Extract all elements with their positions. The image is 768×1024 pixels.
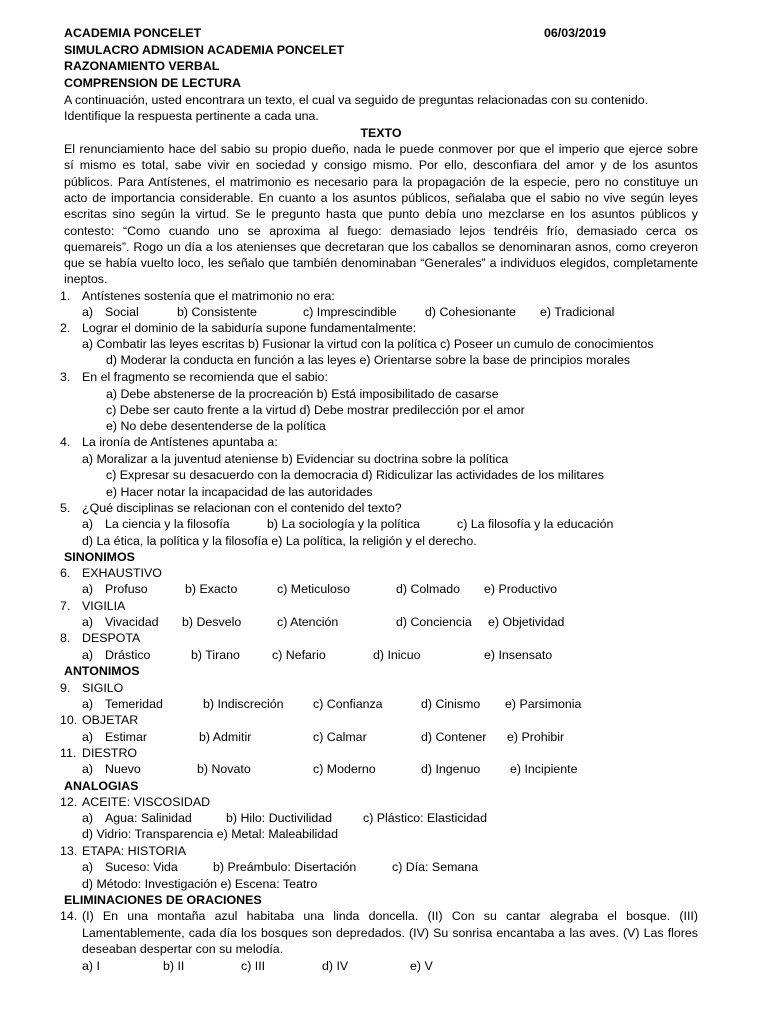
answer-option: Estimar bbox=[105, 730, 147, 744]
exam-date: 06/03/2019 bbox=[544, 26, 607, 40]
answer-option: Drástico bbox=[105, 648, 151, 662]
option-label: a) bbox=[82, 582, 94, 596]
answer-option: e) Productivo bbox=[484, 582, 558, 596]
passage-line: que se había vuelto loco, les señalo que también denominaban “Generales” a individuos elegidos, completamente bbox=[64, 256, 698, 270]
question-text: ACEITE: VISCOSIDAD bbox=[82, 795, 211, 809]
question-text: ETAPA: HISTORIA bbox=[82, 844, 186, 858]
passage-line: escritas sino según la virtud. Se le pregunto hasta que punto debía uno mezclarse en los asuntos públicos y bbox=[64, 207, 698, 221]
answer-options-line: c) Debe ser cauto frente a la virtud d) Debe mostrar predilección por el amor bbox=[106, 403, 525, 417]
answer-option: c) Confianza bbox=[313, 697, 383, 711]
question-text: La ironía de Antístenes apuntaba a: bbox=[82, 435, 278, 449]
question-number: 7. bbox=[60, 599, 71, 613]
answer-option: b) Preámbulo: Disertación bbox=[213, 860, 357, 874]
answer-option: e) Tradicional bbox=[540, 305, 615, 319]
answer-option: c) Calmar bbox=[313, 730, 367, 744]
answer-option: Profuso bbox=[105, 582, 148, 596]
passage-line: sí mismo es total, sabe vivir en sociedad y consigo mismo. Por ello, desconfiara del amor y de los asuntos bbox=[64, 158, 698, 172]
answer-option: b) II bbox=[163, 959, 185, 973]
answer-option: Nuevo bbox=[105, 762, 141, 776]
question-text: ¿Qué disciplinas se relacionan con el contenido del texto? bbox=[82, 501, 402, 515]
section-heading: ANTONIMOS bbox=[64, 664, 140, 678]
question-text: Lograr el dominio de la sabiduría supone fundamentalmente: bbox=[82, 321, 417, 335]
option-label: a) bbox=[82, 517, 94, 531]
answer-option: d) Cinismo bbox=[421, 697, 481, 711]
answer-option: b) Consistente bbox=[177, 305, 257, 319]
answer-option: b) Tirano bbox=[191, 648, 240, 662]
question-number: 6. bbox=[60, 566, 71, 580]
answer-option: e) Prohibir bbox=[507, 730, 565, 744]
answer-option: b) Indiscreción bbox=[203, 697, 284, 711]
question-text: OBJETAR bbox=[82, 713, 139, 727]
academy-name: ACADEMIA PONCELET bbox=[64, 26, 202, 40]
instructions-line: Identifique la respuesta pertinente a cada una. bbox=[64, 109, 319, 123]
answer-option: c) La filosofía y la educación bbox=[457, 517, 614, 531]
answer-option: c) Meticuloso bbox=[277, 582, 350, 596]
answer-option: La ciencia y la filosofía bbox=[105, 517, 230, 531]
answer-option: d) Ingenuo bbox=[421, 762, 481, 776]
question-number: 5. bbox=[60, 501, 71, 515]
passage-line: públicos. Para Antístenes, el matrimonio es necesario para la propagación de la especie, pero no constituye un bbox=[64, 175, 698, 189]
answer-options-line: e) No debe desentenderse de la política bbox=[106, 419, 326, 433]
answer-options-line: a) Combatir las leyes escritas b) Fusionar la virtud con la política c) Poseer un cumulo de conocimientos bbox=[82, 337, 654, 351]
section-title: COMPRENSION DE LECTURA bbox=[64, 76, 241, 90]
answer-option: d) Inicuo bbox=[373, 648, 421, 662]
question-text: (I) En una montaña azul habitaba una linda doncella. (II) Con su cantar alegraba el bosque. (III) bbox=[82, 909, 698, 923]
answer-option: b) Exacto bbox=[185, 582, 238, 596]
answer-options-line: a) Debe abstenerse de la procreación b) Está imposibilitado de casarse bbox=[106, 387, 499, 401]
question-text: Lamentablemente, cada día los bosques son depredados. (IV) Su sonrisa encantaba a las aves. (V) Las flores bbox=[82, 926, 698, 940]
question-number: 8. bbox=[60, 631, 71, 645]
question-number: 3. bbox=[60, 370, 71, 384]
question-number: 12. bbox=[60, 795, 78, 809]
answer-options-line: d) Método: Investigación e) Escena: Teatro bbox=[82, 877, 318, 891]
question-number: 9. bbox=[60, 681, 71, 695]
question-text: DESPOTA bbox=[82, 631, 141, 645]
question-text: Antístenes sostenía que el matrimonio no era: bbox=[82, 289, 335, 303]
option-label: a) bbox=[82, 762, 94, 776]
answer-option: Vivacidad bbox=[105, 615, 159, 629]
option-label: a) bbox=[82, 697, 94, 711]
answer-option: b) Desvelo bbox=[182, 615, 242, 629]
question-number: 14. bbox=[60, 909, 78, 923]
answer-option: e) Objetividad bbox=[488, 615, 565, 629]
answer-option: Agua: Salinidad bbox=[105, 811, 192, 825]
answer-option: c) Plástico: Elasticidad bbox=[363, 811, 487, 825]
answer-option: e) Incipiente bbox=[510, 762, 578, 776]
answer-option: c) III bbox=[241, 959, 266, 973]
passage-line: quemareis”. Rogo un día a los atenienses que decretaran que los caballos se denominaran asnos, como creyeron bbox=[64, 240, 698, 254]
answer-option: a) I bbox=[82, 959, 100, 973]
answer-option: c) Día: Semana bbox=[392, 860, 479, 874]
answer-option: c) Atención bbox=[277, 615, 339, 629]
answer-options-line: d) Moderar la conducta en función a las leyes e) Orientarse sobre la base de principios morales bbox=[106, 353, 631, 367]
passage-line: acto de importancia considerable. En cuanto a los asuntos públicos, señalaba que el sabio no vive según leyes bbox=[64, 191, 698, 205]
text-heading: TEXTO bbox=[360, 126, 402, 140]
question-text: deseaban despertar con su melodía. bbox=[82, 942, 284, 956]
answer-option: d) IV bbox=[322, 959, 349, 973]
answer-options-line: c) Expresar su desacuerdo con la democracia d) Ridiculizar las actividades de los militares bbox=[106, 468, 604, 482]
option-label: a) bbox=[82, 860, 94, 874]
option-label: a) bbox=[82, 615, 94, 629]
option-label: a) bbox=[82, 305, 94, 319]
question-text: VIGILIA bbox=[82, 599, 126, 613]
option-label: a) bbox=[82, 811, 94, 825]
answer-option: Suceso: Vida bbox=[105, 860, 178, 874]
passage-line: El renunciamiento hace del sabio su propio dueño, nada le puede conmover por que el imperio que ejerce sobre bbox=[64, 142, 698, 156]
section-heading: ANALOGIAS bbox=[64, 779, 139, 793]
answer-option: b) Admitir bbox=[199, 730, 252, 744]
answer-option: d) Cohesionante bbox=[425, 305, 516, 319]
answer-option: Social bbox=[105, 305, 139, 319]
section-heading: ELIMINACIONES DE ORACIONES bbox=[64, 893, 262, 907]
answer-options-line: e) Hacer notar la incapacidad de las autoridades bbox=[106, 485, 373, 499]
answer-option: d) Conciencia bbox=[396, 615, 472, 629]
answer-option: b) Hilo: Ductivilidad bbox=[226, 811, 333, 825]
option-label: a) bbox=[82, 648, 94, 662]
question-number: 11. bbox=[60, 746, 77, 760]
subject-title: RAZONAMIENTO VERBAL bbox=[64, 59, 220, 73]
answer-options-line: a) Moralizar a la juventud ateniense b) Evidenciar su doctrina sobre la política bbox=[82, 452, 509, 466]
answer-options-line: d) La ética, la política y la filosofía e) La política, la religión y el derecho. bbox=[82, 534, 477, 548]
question-number: 1. bbox=[60, 289, 71, 303]
question-text: SIGILO bbox=[82, 681, 124, 695]
answer-option: c) Moderno bbox=[313, 762, 376, 776]
question-number: 10. bbox=[60, 713, 78, 727]
option-label: a) bbox=[82, 730, 94, 744]
answer-option: c) Nefario bbox=[272, 648, 326, 662]
answer-options-line: d) Vidrio: Transparencia e) Metal: Maleabilidad bbox=[82, 827, 338, 841]
answer-option: e) V bbox=[410, 959, 433, 973]
answer-option: e) Insensato bbox=[484, 648, 553, 662]
answer-option: c) Imprescindible bbox=[303, 305, 397, 319]
passage-line: contesto: “Como cuando uno se aproxima al fuego: demasiado lejos tendréis frío, demasiado cerca os bbox=[64, 224, 698, 238]
instructions-line: A continuación, usted encontrara un texto, el cual va seguido de preguntas relacionadas con su contenido. bbox=[64, 93, 649, 107]
answer-option: b) La sociología y la política bbox=[267, 517, 420, 531]
answer-option: d) Contener bbox=[421, 730, 487, 744]
answer-option: e) Parsimonia bbox=[505, 697, 582, 711]
answer-option: b) Novato bbox=[197, 762, 251, 776]
answer-option: Temeridad bbox=[105, 697, 163, 711]
question-text: DIESTRO bbox=[82, 746, 138, 760]
question-number: 2. bbox=[60, 321, 71, 335]
question-number: 13. bbox=[60, 844, 78, 858]
exam-title: SIMULACRO ADMISION ACADEMIA PONCELET bbox=[64, 43, 345, 57]
question-text: En el fragmento se recomienda que el sabio: bbox=[82, 370, 328, 384]
section-heading: SINONIMOS bbox=[64, 550, 135, 564]
passage-line: ineptos. bbox=[64, 272, 108, 286]
answer-option: d) Colmado bbox=[396, 582, 461, 596]
question-number: 4. bbox=[60, 435, 71, 449]
question-text: EXHAUSTIVO bbox=[82, 566, 162, 580]
